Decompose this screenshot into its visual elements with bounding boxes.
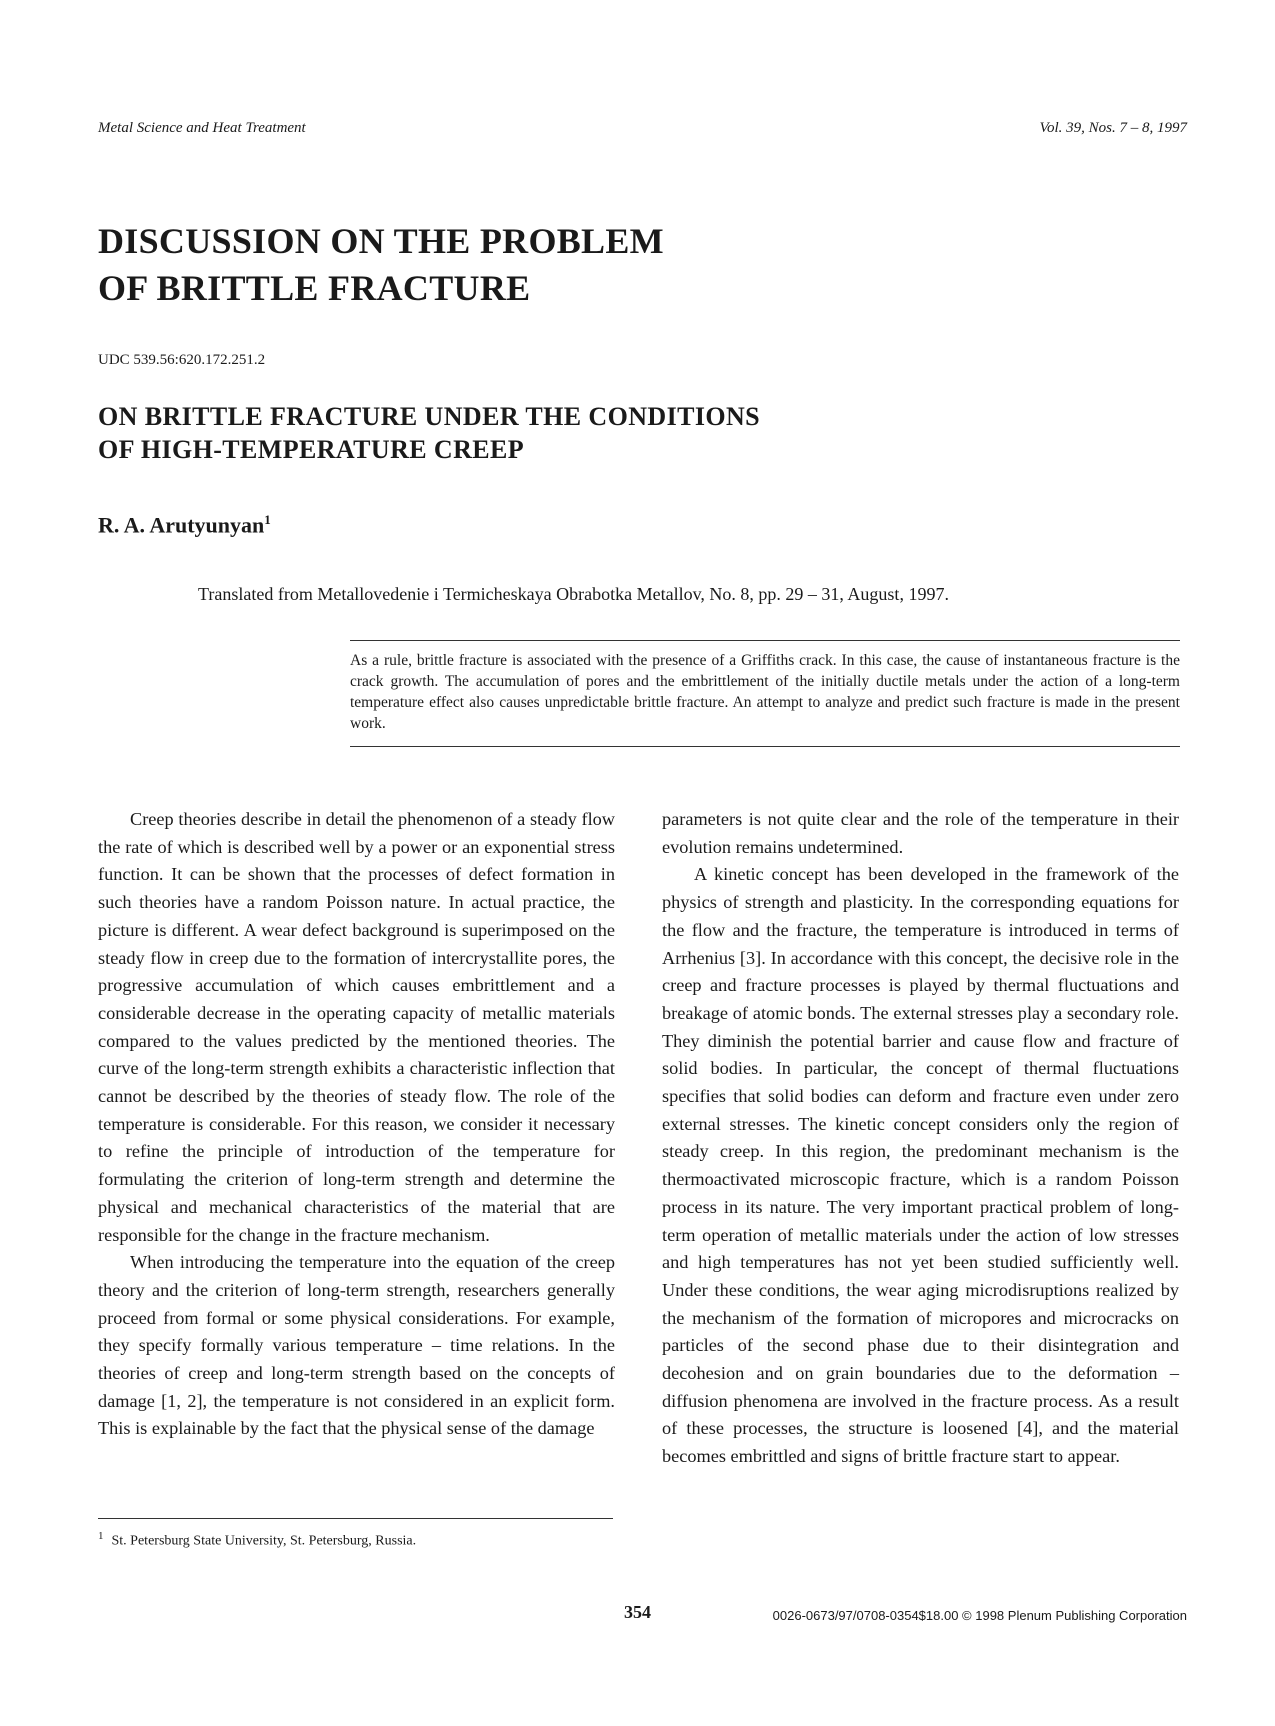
body-paragraph: Creep theories describe in detail the phenomenon of a steady flow the rate of which is described well by a power or an exponential stress function. It can be shown that the processes of defect formation in such theories have a random Poisson nature. In actual practice, the picture is different. A wear defect background is superimposed on the steady flow in creep due to the formation of intercrystallite pores, the progressive accumulation of which causes embrittlement and a considerable decrease in the operating capacity of metallic materials compared to the values predicted by the mentioned theories. The curve of the long-term strength exhibits a characteristic inflection that cannot be described by the theories of steady flow. The role of the temperature is considerable. For this reason, we consider it necessary to refine the principle of introduction of the temperature for formulating the criterion of long-term strength and determine the physical and mechanical characteristics of the material that are responsible for the change in the fracture mechanism.	[98, 809, 615, 1245]
footnote-divider	[98, 1518, 613, 1519]
page-number: 354	[624, 1602, 651, 1622]
journal-name: Metal Science and Heat Treatment	[98, 120, 306, 136]
article-title-line: OF HIGH-TEMPERATURE CREEP	[98, 435, 525, 464]
author-name: R. A. Arutyunyan	[98, 512, 265, 538]
footnote	[98, 1530, 416, 1550]
author	[98, 512, 271, 538]
abstract-box	[350, 640, 1180, 747]
right-column	[662, 806, 1179, 1471]
body-paragraph: parameters is not quite clear and the role of the temperature in their evolution remains undetermined.	[662, 809, 1179, 857]
discussion-title-line: DISCUSSION ON THE PROBLEM	[98, 221, 664, 261]
abstract-text: As a rule, brittle fracture is associated with the presence of a Griffiths crack. In this case, the cause of instantaneous fracture is the crack growth. The accumulation of pores and the embrittlement of the initially ductile metals under the action of a long-term temperature effect also causes unpredictable brittle fracture. An attempt to analyze and predict such fracture is made in the present work.	[350, 652, 1180, 732]
copyright-line: 0026-0673/97/0708-0354$18.00 © 1998 Plenum Publishing Corporation	[772, 1608, 1187, 1623]
volume-info: Vol. 39, Nos. 7 – 8, 1997	[1039, 120, 1187, 136]
footnote-mark: 1	[98, 1530, 104, 1542]
author-footnote-mark: 1	[264, 512, 271, 527]
translation-note: Translated from Metallovedenie i Termicheskaya Obrabotka Metallov, No. 8, pp. 29 – 31, August, 1997.	[198, 584, 949, 604]
udc-code: UDC 539.56:620.172.251.2	[98, 352, 266, 368]
article-title-line: ON BRITTLE FRACTURE UNDER THE CONDITIONS	[98, 402, 761, 431]
discussion-title	[98, 218, 664, 312]
article-title	[98, 400, 760, 466]
footnote-text: St. Petersburg State University, St. Petersburg, Russia.	[111, 1533, 417, 1549]
body-paragraph: When introducing the temperature into the equation of the creep theory and the criterion of long-term strength, researchers generally proceed from formal or some physical considerations. For example, they specify formally various temperature – time relations. In the theories of creep and long-term strength based on the concepts of damage [1, 2], the temperature is not considered in an explicit form. This is explainable by the fact that the physical sense of the damage	[98, 1252, 615, 1439]
discussion-title-line: OF BRITTLE FRACTURE	[98, 268, 531, 308]
body-paragraph: A kinetic concept has been developed in the framework of the physics of strength and plasticity. In the corresponding equations for the flow and the fracture, the temperature is introduced in terms of Arrhenius [3]. In accordance with this concept, the decisive role in the creep and fracture processes is played by thermal fluctuations and breakage of atomic bonds. The external stresses play a secondary role. They diminish the potential barrier and cause flow and fracture of solid bodies. In particular, the concept of thermal fluctuations specifies that solid bodies can deform and fracture even under zero external stresses. The kinetic concept considers only the region of steady creep. In this region, the predominant mechanism is the thermoactivated microscopic fracture, which is a random Poisson process in its nature. The very important practical problem of long-term operation of metallic materials under the action of low stresses and high temperatures has not yet been studied sufficiently well. Under these conditions, the wear aging microdisruptions realized by the mechanism of the formation of micropores and microcracks on particles of the second phase due to their disintegration and decohesion and on grain boundaries due to the deformation – diffusion phenomena are involved in the fracture process. As a result of these processes, the structure is loosened [4], and the material becomes embrittled and signs of brittle fracture start to appear.	[662, 864, 1179, 1467]
left-column	[98, 806, 615, 1443]
